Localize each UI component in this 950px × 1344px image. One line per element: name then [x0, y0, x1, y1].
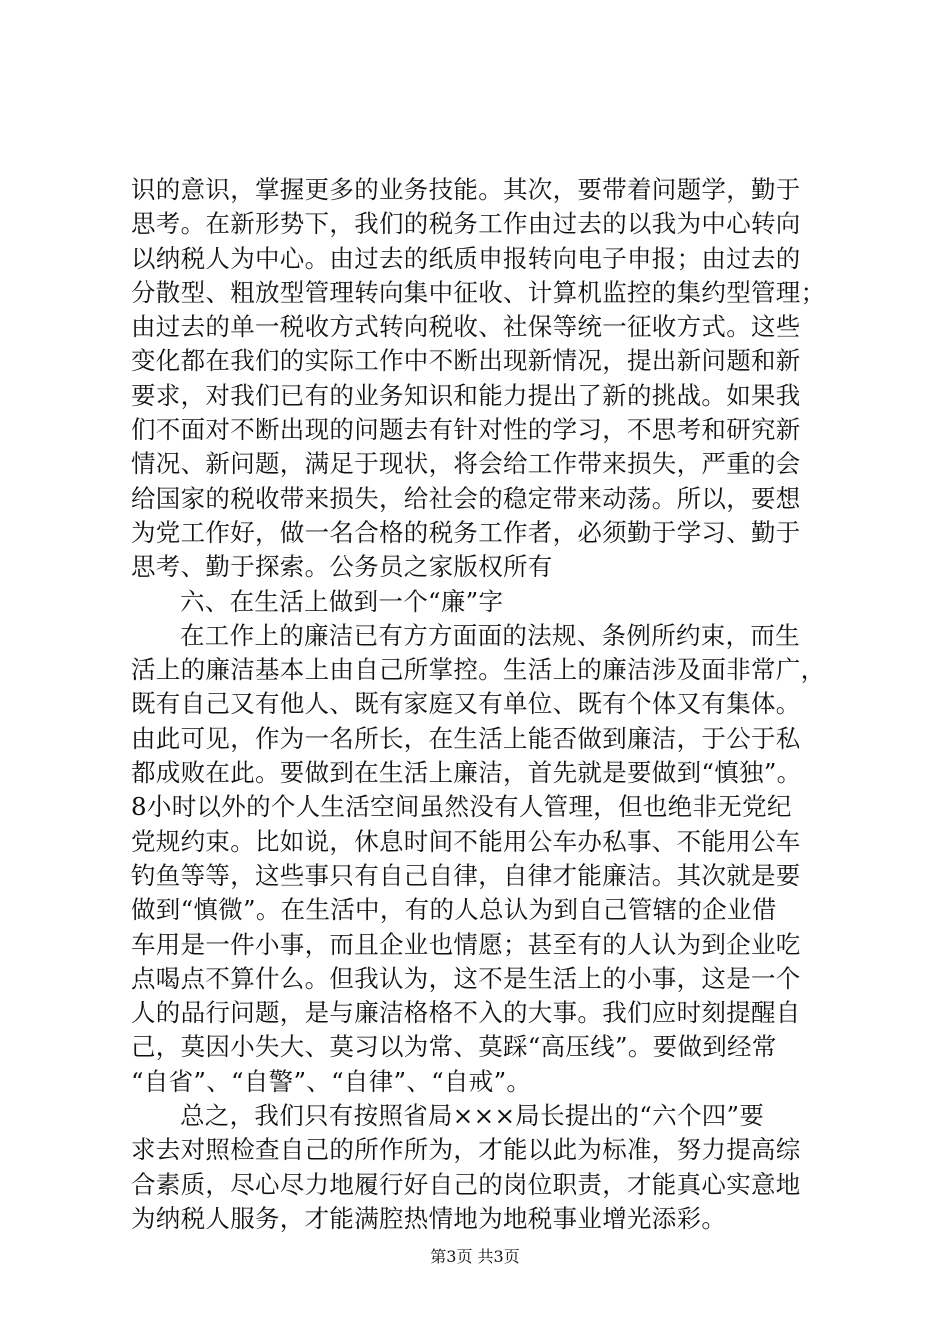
text-line: 思考、勤于探索。公务员之家版权所有	[131, 552, 553, 582]
text-line: “自省”、“自警”、“自律”、“自戒”。	[131, 1066, 532, 1096]
text-line: 为纳税人服务，才能满腔热情地为地税事业增光添彩。	[131, 1203, 727, 1233]
text-line: 在工作上的廉洁已有方方面面的法规、条例所约束，而生	[180, 620, 800, 650]
text-line: 人的品行问题，是与廉洁格格不入的大事。我们应时刻提醒自	[131, 998, 801, 1028]
text-line: 给国家的税收带来损失，给社会的稳定带来动荡。所以，要想	[131, 483, 801, 513]
text-line: 都成败在此。要做到在生活上廉洁，首先就是要做到“慎独”。	[131, 758, 802, 788]
text-line: 要求，对我们已有的业务知识和能力提出了新的挑战。如果我	[131, 380, 801, 410]
text-line: 8小时以外的个人生活空间虽然没有人管理，但也绝非无党纪	[131, 792, 792, 822]
text-line: 为党工作好，做一名合格的税务工作者，必须勤于学习、勤于	[131, 517, 801, 547]
page-footer: 第3页 共3页	[430, 1247, 520, 1266]
text-line: 以纳税人为中心。由过去的纸质申报转向电子申报；由过去的	[131, 243, 801, 273]
text-line: 思考。在新形势下，我们的税务工作由过去的以我为中心转向	[131, 209, 801, 239]
text-line: 求去对照检查自己的所作所为，才能以此为标准，努力提高综	[131, 1135, 801, 1165]
text-line: 合素质，尽心尽力地履行好自己的岗位职责，才能真心实意地	[131, 1169, 801, 1199]
text-line: 由过去的单一税收方式转向税收、社保等统一征收方式。这些	[131, 312, 801, 342]
document-body	[131, 173, 831, 1236]
text-line: 由此可见，作为一名所长，在生活上能否做到廉洁，于公于私	[131, 723, 801, 753]
text-line: 点喝点不算什么。但我认为，这不是生活上的小事，这是一个	[131, 963, 801, 993]
text-line: 情况、新问题，满足于现状，将会给工作带来损失，严重的会	[131, 449, 801, 479]
text-line: 们不面对不断出现的问题去有针对性的学习，不思考和研究新	[131, 415, 801, 445]
text-line: 活上的廉洁基本上由自己所掌控。生活上的廉洁涉及面非常广，	[131, 655, 826, 685]
text-line: 六、在生活上做到一个“廉”字	[180, 586, 504, 616]
text-line: 变化都在我们的实际工作中不断出现新情况，提出新问题和新	[131, 346, 801, 376]
text-line: 分散型、粗放型管理转向集中征收、计算机监控的集约型管理；	[131, 277, 826, 307]
text-line: 识的意识，掌握更多的业务技能。其次，要带着问题学，勤于	[131, 175, 801, 204]
text-line: 车用是一件小事，而且企业也情愿；甚至有的人认为到企业吃	[131, 929, 801, 959]
text-line: 钓鱼等等，这些事只有自己自律，自律才能廉洁。其次就是要	[131, 860, 801, 890]
text-line: 既有自己又有他人、既有家庭又有单位、既有个体又有集体。	[131, 689, 801, 719]
text-line: 做到“慎微”。在生活中，有的人总认为到自己管辖的企业借	[131, 895, 777, 925]
text-line: 己，莫因小失大、莫习以为常、莫踩“高压线”。要做到经常	[131, 1032, 777, 1062]
text-line: 党规约束。比如说，休息时间不能用公车办私事、不能用公车	[131, 826, 801, 856]
text-line: 总之，我们只有按照省局×××局长提出的“六个四”要	[180, 1101, 765, 1131]
